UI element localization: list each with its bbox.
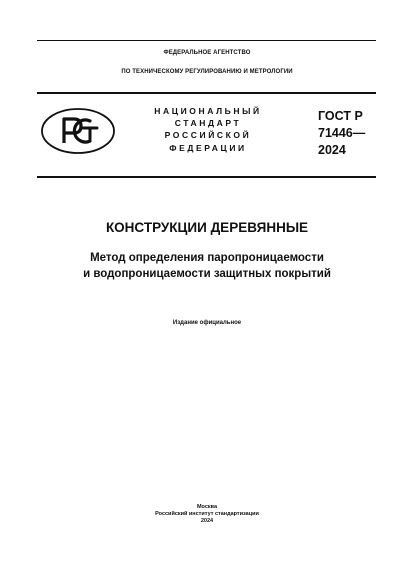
footer-year: 2024 (200, 518, 214, 524)
document-subtitle-line-2: и водопроницаемости защитных покрытий (83, 268, 331, 280)
footer-publisher: Российский институт стандартизации (155, 511, 259, 517)
national-line-1: НАЦИОНАЛЬНЫЙ (154, 106, 262, 116)
footer (0, 504, 414, 525)
gost-line-1: ГОСТ Р (318, 109, 363, 123)
gost-line-2: 71446— (318, 126, 366, 140)
agency-line-1: ФЕДЕРАЛЬНОЕ АГЕНТСТВО (163, 50, 251, 56)
agency-line-2: ПО ТЕХНИЧЕСКОМУ РЕГУЛИРОВАНИЮ И МЕТРОЛОГИИ (121, 69, 293, 75)
national-line-3: РОССИЙСКОЙ (164, 130, 252, 141)
edition-label: Издание официальное (172, 320, 242, 326)
standard-top-rule (37, 92, 376, 94)
document-title: КОНСТРУКЦИИ ДЕРЕВЯННЫЕ (105, 220, 309, 235)
standard-bottom-rule (37, 176, 376, 178)
gost-number (318, 108, 365, 159)
gost-r-logo-icon (40, 107, 116, 155)
top-rule (37, 40, 376, 41)
document-subtitle-line-1: Метод определения паропроницаемости (90, 252, 324, 264)
national-standard-label (140, 105, 276, 154)
footer-city: Москва (196, 504, 218, 510)
gost-line-3: 2024 (318, 143, 346, 157)
national-line-4: ФЕДЕРАЦИИ (169, 142, 247, 153)
national-line-2: СТАНДАРТ (174, 118, 242, 129)
